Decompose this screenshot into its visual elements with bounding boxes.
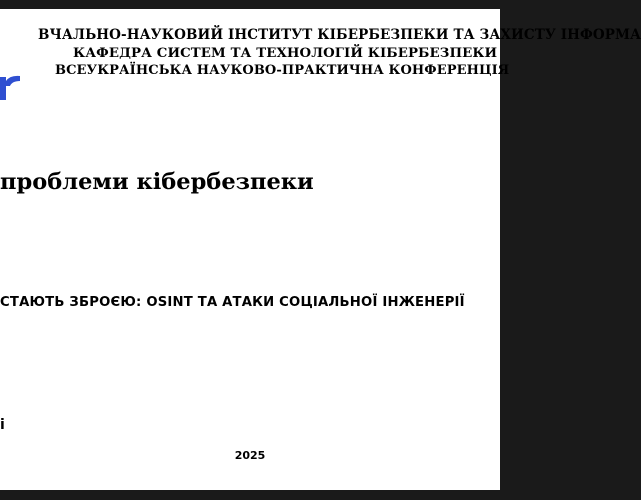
year-label: 2025 <box>234 449 266 462</box>
presentation-slide <box>0 9 641 490</box>
author-name: і <box>0 417 5 433</box>
institute-name: ВЧАЛЬНО-НАУКОВИЙ ІНСТИТУТ КІБЕРБЕЗПЕКИ ТА ЗАХИСТУ ІНФОРМА <box>38 27 641 43</box>
department-name: КАФЕДРА СИСТЕМ ТА ТЕХНОЛОГІЙ КІБЕРБЕЗПЕКИ <box>73 46 498 61</box>
conference-name: ВСЕУКРАЇНСЬКА НАУКОВО-ПРАКТИЧНА КОНФЕРЕНЦІЯ <box>55 63 510 78</box>
logo-fragment-icon <box>0 67 22 103</box>
conference-topic: проблеми кібербезпеки <box>0 169 314 195</box>
talk-title: СТАЮТЬ ЗБРОЄЮ: OSINT ТА АТАКИ СОЦІАЛЬНОЇ ІНЖЕНЕРІЇ <box>0 295 465 310</box>
